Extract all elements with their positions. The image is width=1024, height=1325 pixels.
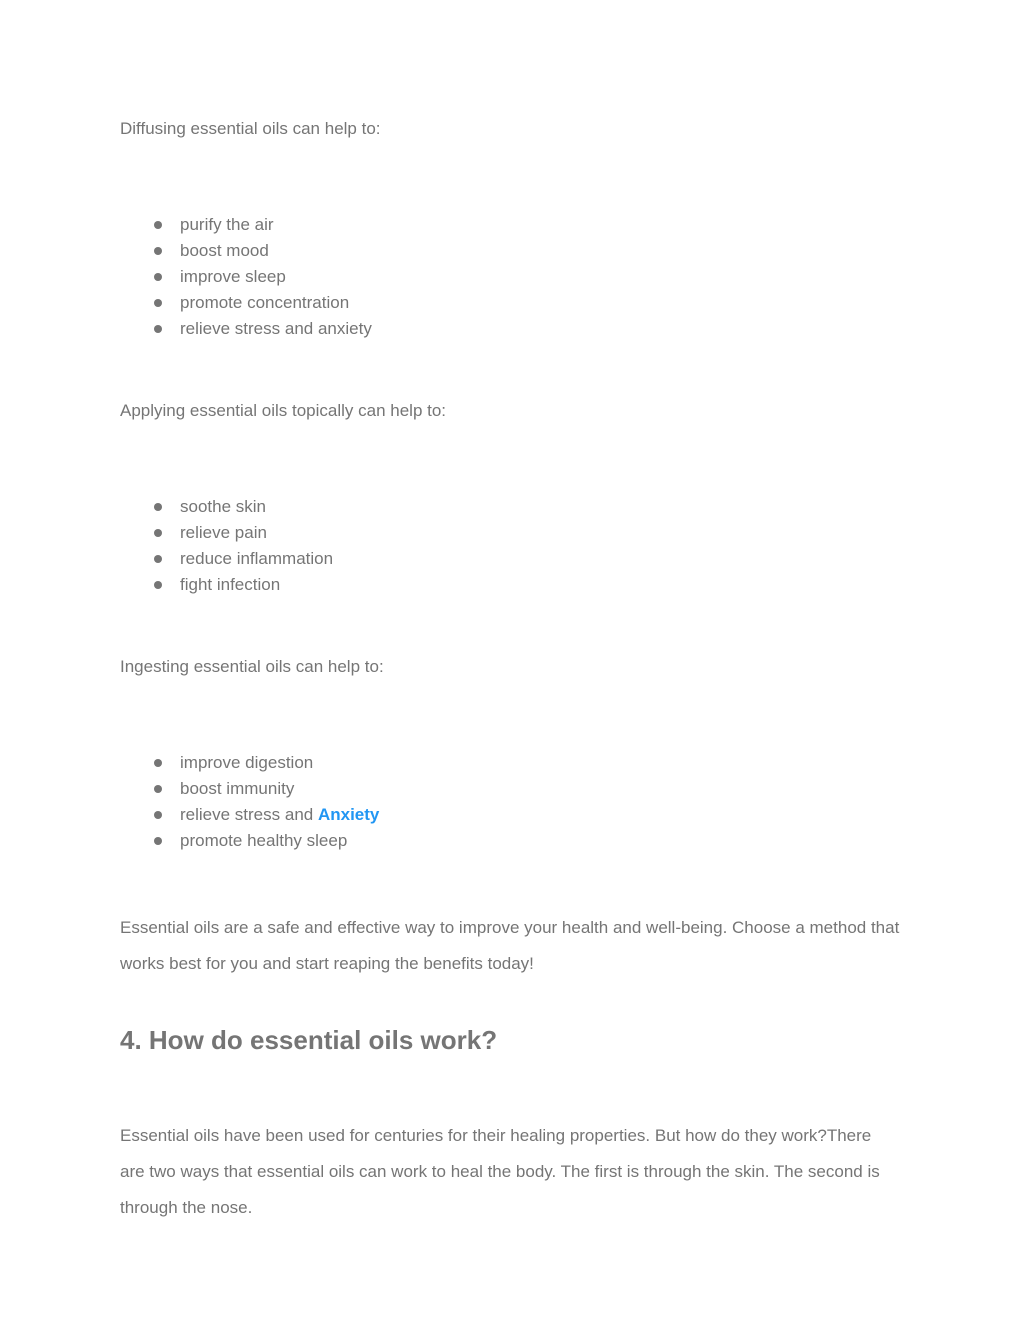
section-heading-how-oils-work: 4. How do essential oils work? <box>120 1025 498 1055</box>
list-item: boost mood <box>180 238 900 264</box>
diffusing-intro-text: Diffusing essential oils can help to: <box>120 119 381 138</box>
list-item: promote concentration <box>180 290 900 316</box>
ingesting-intro-text: Ingesting essential oils can help to: <box>120 657 384 676</box>
applying-benefits-list <box>120 494 900 598</box>
list-item: relieve stress and anxiety <box>180 316 900 342</box>
list-item: promote healthy sleep <box>180 828 900 854</box>
list-item <box>180 802 900 828</box>
ingesting-benefits-list <box>120 750 900 854</box>
list-item: soothe skin <box>180 494 900 520</box>
list-item: purify the air <box>180 212 900 238</box>
closing-paragraph: Essential oils are a safe and effective way to improve your health and well-being. Choose a method that works best for you and start reaping the benefits today! <box>120 918 900 973</box>
list-item: fight infection <box>180 572 900 598</box>
list-item: relieve pain <box>180 520 900 546</box>
diffusing-benefits-list <box>120 212 900 342</box>
list-item: improve digestion <box>180 750 900 776</box>
list-item-text: relieve stress and <box>180 805 318 824</box>
list-item: reduce inflammation <box>180 546 900 572</box>
body-paragraph: Essential oils have been used for centuries for their healing properties. But how do they work?There are two ways that essential oils can work to heal the body. The first is through the skin. The second is through the nose. <box>120 1126 880 1217</box>
anxiety-link[interactable]: Anxiety <box>317 805 380 824</box>
applying-intro-text: Applying essential oils topically can help to: <box>120 401 447 420</box>
list-item: boost immunity <box>180 776 900 802</box>
list-item: improve sleep <box>180 264 900 290</box>
